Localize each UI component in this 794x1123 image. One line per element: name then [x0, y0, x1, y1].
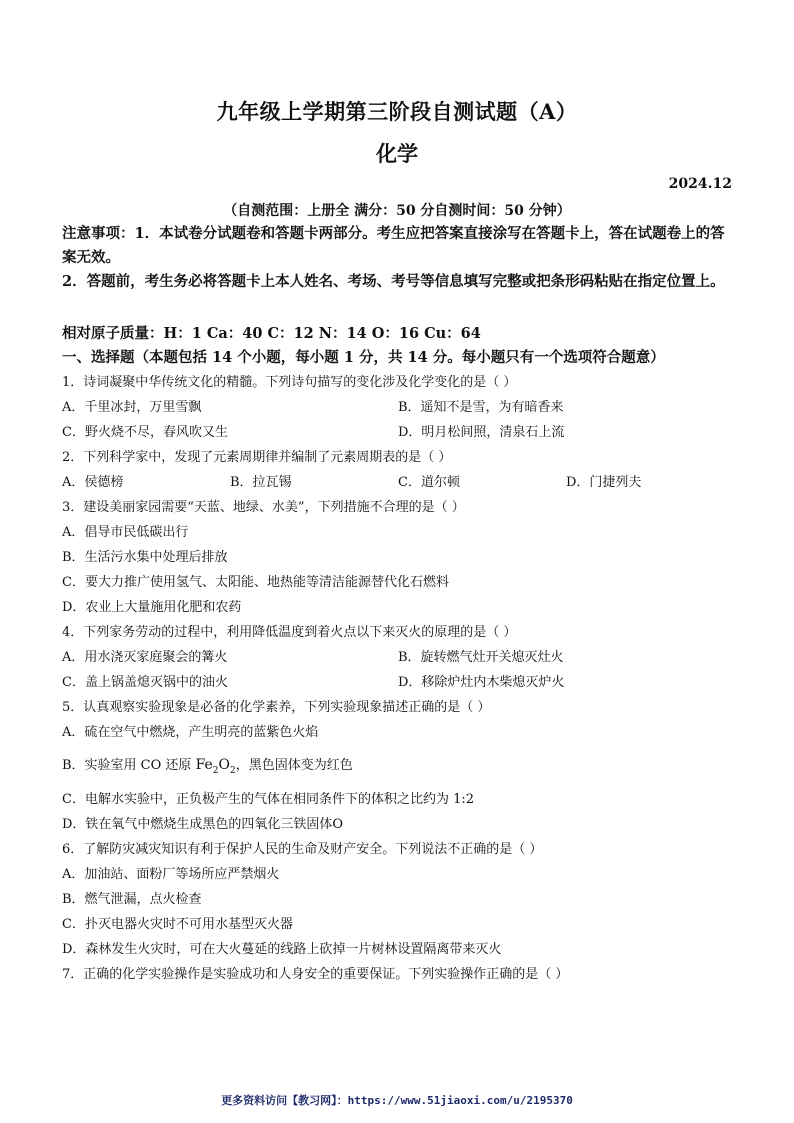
q4-option-a: A．用水浇灭家庭聚会的篝火 [62, 650, 228, 665]
q5-option-b-suffix: ，黑色固体变为红色 [235, 758, 353, 773]
question-1-stem: 1．诗词凝聚中华传统文化的精髓。下列诗句描写的变化涉及化学变化的是（ ） [62, 375, 517, 390]
q1-option-d: D．明月松间照，清泉石上流 [398, 425, 565, 440]
question-4-stem: 4．下列家务劳动的过程中，利用降低温度到着火点以下来灭火的原理的是（ ） [62, 625, 517, 640]
q4-option-d: D．移除炉灶内木柴熄灭炉火 [398, 675, 565, 690]
notice-1: 注意事项：1．本试卷分试题卷和答题卡两部分。考生应把答案直接涂写在答题卡上，答在试题卷上的答案无效。 [62, 225, 725, 266]
q2-option-d: D．门捷列夫 [566, 475, 642, 490]
exam-scope: （自测范围：上册全 满分：50 分自测时间：50 分钟） [223, 203, 571, 219]
q5-option-b-prefix: B．实验室用 CO 还原 [62, 758, 196, 773]
q3-option-d: D．农业上大量施用化肥和农药 [62, 600, 242, 615]
exam-title: 九年级上学期第三阶段自测试题（A） [216, 99, 578, 124]
q1-option-c: C．野火烧不尽，春风吹又生 [62, 425, 228, 440]
q1-option-a: A．千里冰封，万里雪飘 [62, 400, 202, 415]
q6-option-d: D．森林发生火灾时，可在大火蔓延的线路上砍掉一片树林设置隔离带来灭火 [62, 942, 502, 957]
exam-date: 2024.12 [668, 176, 732, 192]
formula-fe: Fe [195, 757, 213, 773]
q6-option-c: C．扑灭电器火灾时不可用水基型灭火器 [62, 917, 293, 932]
q3-option-a: A．倡导市民低碳出行 [62, 525, 189, 540]
q2-option-a: A．侯德榜 [62, 475, 124, 490]
q5-option-c: C．电解水实验中，正负极产生的气体在相同条件下的体积之比约为 1:2 [62, 792, 475, 807]
notice-2: 2．答题前，考生务必将答题卡上本人姓名、考场、考号等信息填写完整或把条形码粘贴在指定位置上。 [62, 273, 725, 290]
fe2o2-formula [195, 757, 236, 776]
question-6-stem: 6．了解防灾减灾知识有利于保护人民的生命及财产安全。下列说法不正确的是（ ） [62, 842, 543, 857]
q6-option-b: B．燃气泄漏，点火检查 [62, 892, 202, 907]
q1-option-b: B．遥知不是雪，为有暗香来 [398, 400, 564, 415]
q5-option-a: A．硫在空气中燃烧，产生明亮的蓝紫色火焰 [62, 725, 319, 740]
q3-option-b: B．生活污水集中处理后排放 [62, 550, 228, 565]
question-7-stem: 7．正确的化学实验操作是实验成功和人身安全的重要保证。下列实验操作正确的是（ ） [62, 967, 569, 982]
q5-option-b [62, 756, 353, 780]
formula-o: O [218, 757, 231, 773]
q3-option-c: C．要大力推广使用氢气、太阳能、地热能等清洁能源替代化石燃料 [62, 575, 449, 590]
formula-o-subscript: 2 [230, 765, 236, 776]
q4-option-c: C．盖上锅盖熄灭锅中的油火 [62, 675, 228, 690]
footer-link[interactable]: 更多资料访问【教习网】：https://www.51jiaoxi.com/u/2195370 [221, 1094, 573, 1107]
q6-option-a: A．加油站、面粉厂等场所应严禁烟火 [62, 867, 280, 882]
section-1-heading: 一、选择题（本题包括 14 个小题，每小题 1 分，共 14 分。每小题只有一个选项符合题意） [62, 349, 665, 366]
q2-option-b: B．拉瓦锡 [230, 475, 292, 490]
q4-option-b: B．旋转燃气灶开关熄灭灶火 [398, 650, 564, 665]
q2-option-c: C．道尔顿 [398, 475, 460, 490]
question-5-stem: 5．认真观察实验现象是必备的化学素养，下列实验现象描述正确的是（ ） [62, 700, 491, 715]
formula-fe-subscript: 2 [212, 765, 219, 776]
question-2-stem: 2．下列科学家中，发现了元素周期律并编制了元素周期表的是（ ） [62, 450, 452, 465]
atomic-mass-line: 相对原子质量：H：1 Ca：40 C：12 N：14 O：16 Cu：64 [62, 325, 481, 342]
question-3-stem: 3．建设美丽家园需要“天蓝、地绿、水美”，下列措施不合理的是（ ） [62, 500, 465, 515]
subject-title: 化学 [376, 141, 418, 166]
q5-option-d: D．铁在氧气中燃烧生成黑色的四氧化三铁固体O [62, 817, 344, 832]
